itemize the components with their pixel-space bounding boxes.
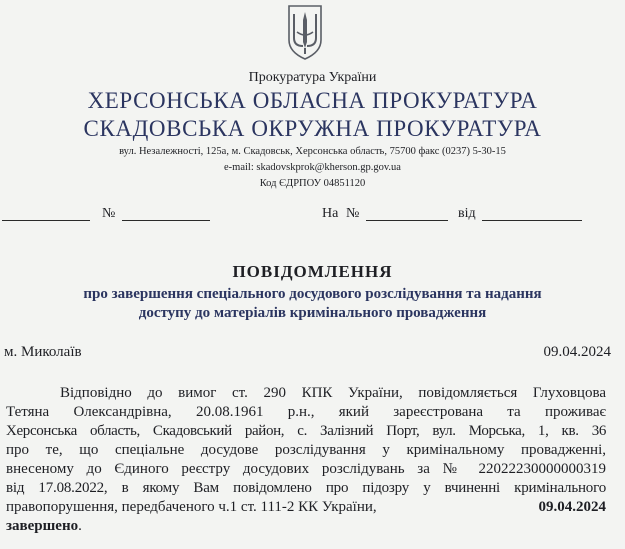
na-label: На [322,206,339,221]
body-period: . [78,518,82,534]
number-sign: № [346,206,360,221]
notice-title: ПОВІДОМЛЕННЯ [232,262,393,281]
registration-row [0,206,625,226]
body-line: внесеному до Єдиного реєстру досудових розслідувань за № 22022230000000319 [6,461,606,477]
completed-word: завершено [6,518,79,534]
office-top: Прокуратура України [248,70,377,85]
outgoing-number-line [122,220,210,221]
vid-label: від [458,206,476,221]
district-office-title: СКАДОВСЬКА ОКРУЖНА ПРОКУРАТУРА [83,116,542,141]
notice-body [6,384,606,536]
body-line-text: правопорушення, передбаченого ч.1 ст. 111-2 КК України, [6,499,377,515]
regional-office-title: ХЕРСОНСЬКА ОБЛАСНА ПРОКУРАТУРА [87,88,538,113]
notice-subtitle: про завершення спеціального досудового розслідування та надання [83,286,542,302]
incoming-date-line [482,220,582,221]
completion-date: 09.04.2024 [538,499,606,515]
notice-subtitle: доступу до матеріалів кримінального провадження [138,305,487,321]
trident-icon [285,2,325,62]
office-email: e-mail: skadovskprok@kherson.gp.gov.ua [224,162,401,173]
outgoing-date-line [2,220,90,221]
body-line [6,498,606,517]
body-line: від 17.08.2022, в якому Вам повідомлено про підозру у вчиненні кримінального [6,480,606,496]
body-line: Херсонська область, Скадовський район, с. Залізний Порт, вул. Морська, 1, кв. 36 [6,423,606,439]
body-line: Тетяна Олександрівна, 20.08.1961 р.н., який зареєстрована та проживає [6,404,606,420]
incoming-number-line [366,220,448,221]
number-sign: № [102,206,116,221]
body-line: Відповідно до вимог ст. 290 КПК України, повідомляється Глуховцова [60,385,606,401]
office-address: вул. Незалежності, 125а, м. Скадовськ, Херсонська область, 75700 факс (0237) 5-30-15 [119,146,506,157]
notice-date: 09.04.2024 [543,344,611,360]
body-line: про те, що спеціальне досудове розслідування у кримінальному провадженні, [6,442,606,458]
body-line [6,517,606,536]
office-edrpou: Код ЄДРПОУ 04851120 [259,178,366,189]
place: м. Миколаїв [4,344,82,360]
